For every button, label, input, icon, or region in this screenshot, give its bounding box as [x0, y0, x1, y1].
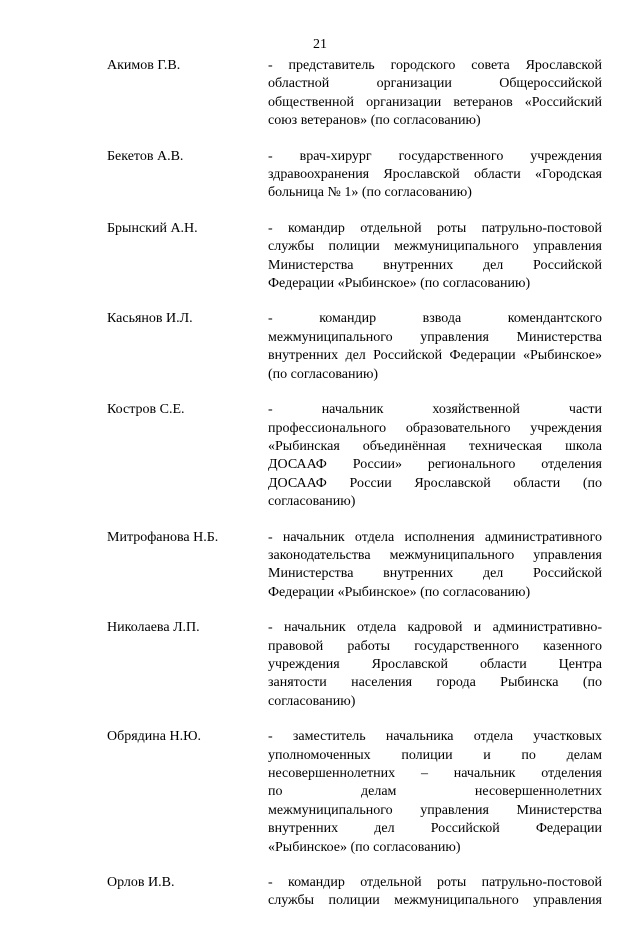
role-text-line: по делам несовершеннолетних	[268, 784, 602, 800]
member-role-description	[268, 874, 602, 911]
role-text-line: Министерства внутренних дел Российской	[268, 257, 602, 273]
member-entry	[0, 619, 640, 711]
role-text-line: уполномоченных полиции и по делам	[268, 747, 602, 763]
role-text-line: - врач-хирург государственного учреждения	[268, 148, 602, 164]
member-role-description	[268, 728, 602, 857]
role-text-line: Федерации «Рыбинское» (по согласованию)	[268, 584, 531, 600]
role-text-line: службы полиции межмуниципального управления	[268, 239, 602, 255]
role-text-line: «Рыбинское» (по согласованию)	[268, 839, 461, 855]
member-name: Касьянов И.Л.	[107, 311, 193, 327]
member-entry	[0, 57, 640, 131]
role-text-line: согласованию)	[268, 494, 356, 510]
role-text-line: межмуниципального управления Министерства	[268, 329, 602, 345]
member-name: Костров С.Е.	[107, 402, 185, 418]
member-role-description	[268, 220, 602, 294]
role-text-line: - начальник отдела кадровой и административно-	[268, 620, 602, 636]
role-text-line: внутренних дел Российской Федерации	[268, 821, 602, 837]
role-text-line: - командир отдельной роты патрульно-постовой	[268, 875, 602, 891]
role-text-line: профессионального образовательного учреждения	[268, 420, 602, 436]
role-text-line: областной организации Общероссийской	[268, 76, 602, 92]
member-entry	[0, 148, 640, 203]
role-text-line: - представитель городского совета Ярославской	[268, 58, 602, 73]
role-text-line: ДОСААФ России» регионального отделения	[268, 457, 602, 473]
role-text-line: внутренних дел Российской Федерации «Рыбинское»	[268, 348, 602, 364]
member-name: Митрофанова Н.Б.	[107, 529, 219, 545]
member-role-description	[268, 529, 602, 603]
member-role-description	[268, 310, 602, 384]
role-text-line: - заместитель начальника отдела участковых	[268, 729, 602, 745]
member-entry	[0, 529, 640, 603]
role-text-line: - начальник отдела исполнения административного	[268, 529, 602, 545]
member-role-description	[268, 57, 602, 131]
role-text-line: законодательства межмуниципального управления	[268, 547, 602, 563]
role-text-line: занятости населения города Рыбинска (по	[268, 675, 602, 691]
role-text-line: Министерства внутренних дел Российской	[268, 566, 602, 582]
member-entry	[0, 728, 640, 857]
member-role-description	[268, 619, 602, 711]
role-text-line: - командир взвода комендантского	[268, 311, 602, 327]
member-name: Обрядина Н.Ю.	[107, 729, 201, 745]
member-entry	[0, 401, 640, 511]
role-text-line: «Рыбинская объединённая техническая школа	[268, 438, 602, 454]
member-entry	[0, 310, 640, 384]
member-name: Брынский А.Н.	[107, 220, 198, 236]
role-text-line: (по согласованию)	[268, 366, 379, 382]
role-text-line: здравоохранения Ярославской области «Городская	[268, 167, 602, 183]
member-entry	[0, 220, 640, 294]
member-name: Акимов Г.В.	[107, 58, 181, 73]
role-text-line: учреждения Ярославской области Центра	[268, 656, 602, 672]
member-entry	[0, 874, 640, 911]
role-text-line: союз ветеранов» (по согласованию)	[268, 113, 481, 129]
role-text-line: - начальник хозяйственной части	[268, 402, 602, 418]
role-text-line: согласованию)	[268, 693, 356, 709]
role-text-line: общественной организации ветеранов «Российский	[268, 94, 602, 110]
member-name: Орлов И.В.	[107, 875, 175, 891]
member-name: Бекетов А.В.	[107, 148, 184, 164]
member-role-description	[268, 401, 602, 511]
role-text-line: больница № 1» (по согласованию)	[268, 185, 472, 201]
role-text-line: Федерации «Рыбинское» (по согласованию)	[268, 276, 531, 292]
member-name: Николаева Л.П.	[107, 620, 200, 636]
role-text-line: межмуниципального управления Министерства	[268, 802, 602, 818]
members-list	[0, 57, 640, 928]
member-role-description	[268, 148, 602, 203]
role-text-line: ДОСААФ России Ярославской области (по	[268, 475, 602, 491]
role-text-line: несовершеннолетних – начальник отделения	[268, 766, 602, 781]
role-text-line: службы полиции межмуниципального управления	[268, 893, 602, 909]
page-number: 21	[313, 37, 327, 52]
role-text-line: правовой работы государственного казенного	[268, 638, 602, 654]
role-text-line: - командир отдельной роты патрульно-постовой	[268, 220, 602, 236]
